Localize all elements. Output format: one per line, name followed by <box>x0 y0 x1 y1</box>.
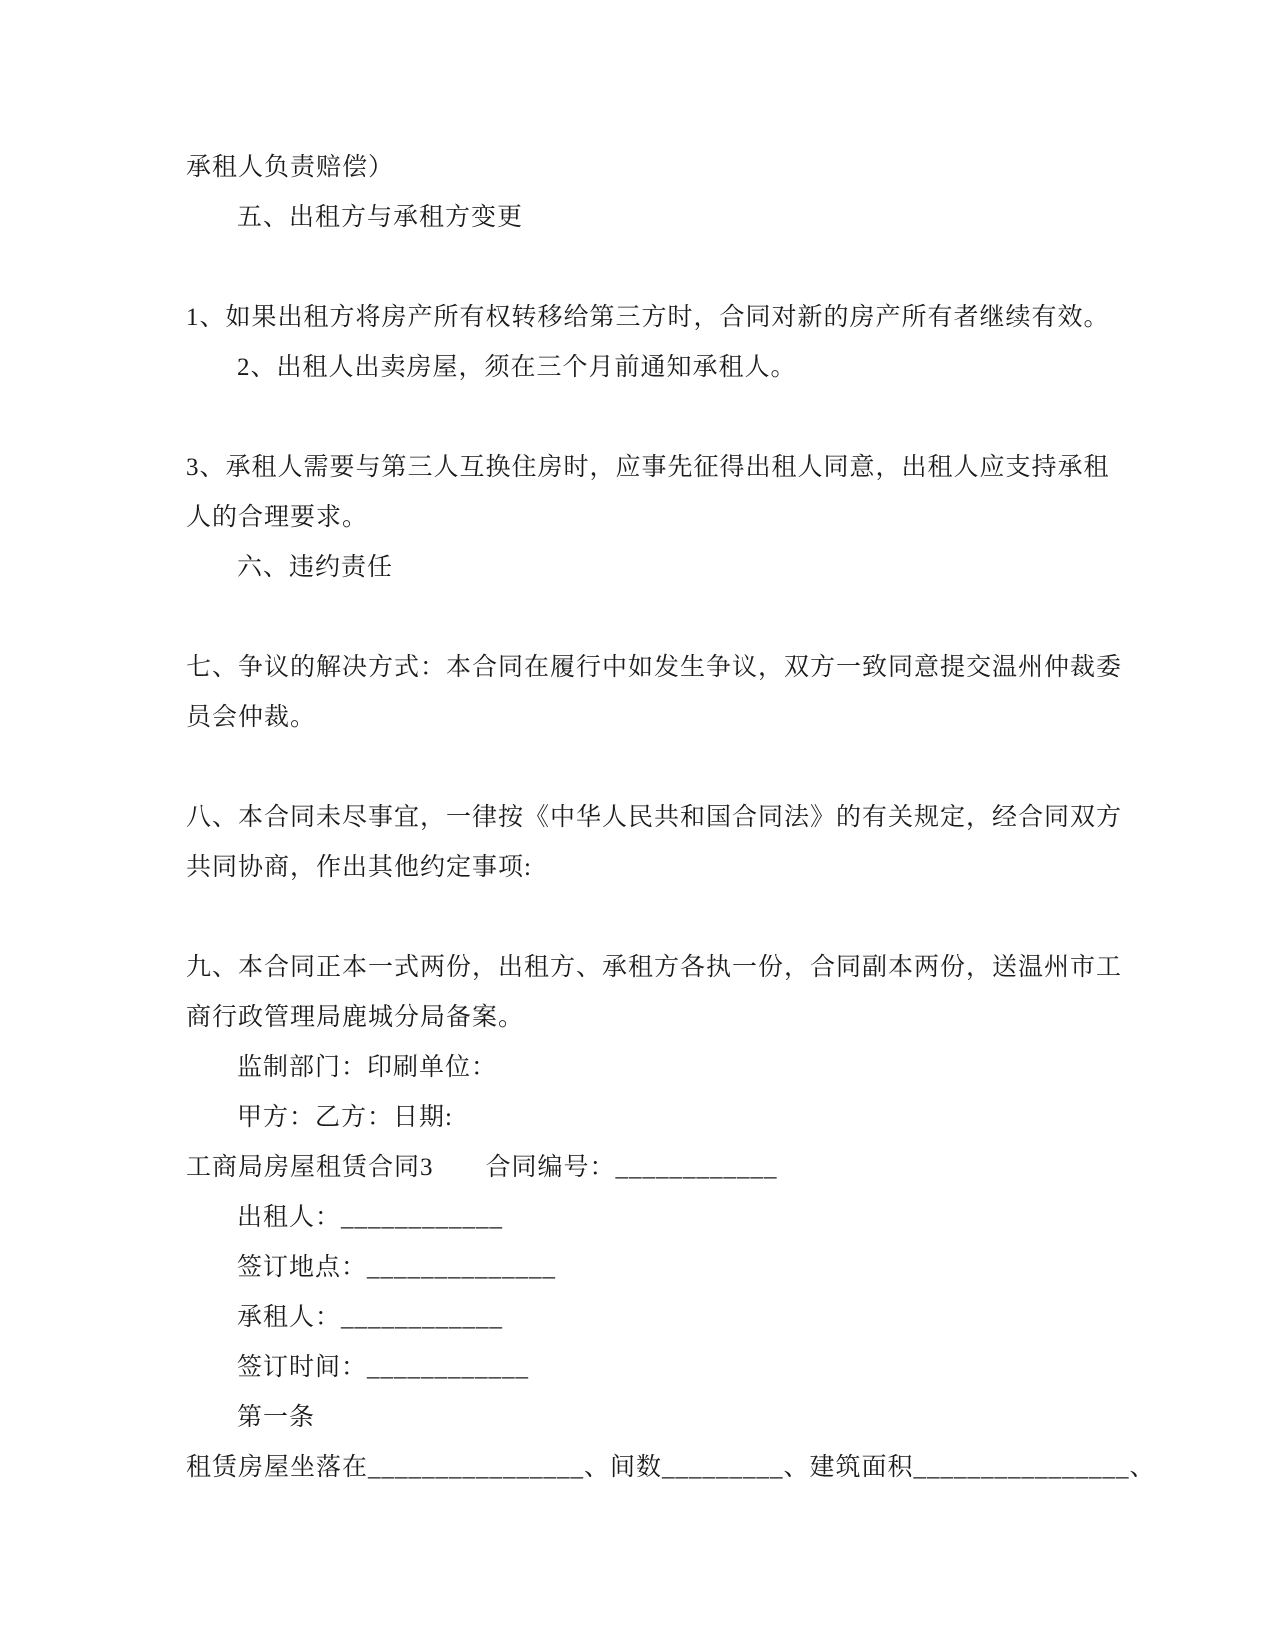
text-line: 六、违约责任 <box>237 554 394 581</box>
document-text-block <box>186 143 1156 1493</box>
text-line: 3、承租人需要与第三人互换住房时，应事先征得出租人同意，出租人应支持承租 <box>186 454 1110 481</box>
text-line: 1、如果出租方将房产所有权转移给第三方时，合同对新的房产所有者继续有效。 <box>186 304 1110 331</box>
text-line: 承租人负责赔偿） <box>186 154 395 181</box>
text-line: 2、出租人出卖房屋，须在三个月前通知承租人。 <box>237 354 797 381</box>
text-line: 甲方：乙方：日期: <box>237 1104 453 1131</box>
text-line: 七、争议的解决方式：本合同在履行中如发生争议，双方一致同意提交温州仲裁委 <box>186 654 1123 681</box>
text-line: 签订地点：______________ <box>237 1254 557 1281</box>
text-line: 第一条 <box>237 1404 316 1431</box>
text-line: 出租人：____________ <box>237 1204 504 1231</box>
text-line: 工商局房屋租赁合同3 合同编号：____________ <box>186 1154 778 1181</box>
text-line: 承租人：____________ <box>237 1304 504 1331</box>
text-line: 人的合理要求。 <box>186 504 369 531</box>
text-line: 员会仲裁。 <box>186 704 317 731</box>
text-line: 监制部门：印刷单位： <box>237 1054 498 1081</box>
text-line: 五、出租方与承租方变更 <box>237 204 524 231</box>
text-line: 商行政管理局鹿城分局备案。 <box>186 1004 525 1031</box>
text-line: 签订时间：____________ <box>237 1354 530 1381</box>
text-line: 九、本合同正本一式两份，出租方、承租方各执一份，合同副本两份，送温州市工 <box>186 954 1123 981</box>
text-line: 八、本合同未尽事宜，一律按《中华人民共和国合同法》的有关规定，经合同双方 <box>186 804 1123 831</box>
text-line: 共同协商，作出其他约定事项: <box>186 854 532 881</box>
text-line: 租赁房屋坐落在________________、间数_________、建筑面积________________、 <box>186 1454 1156 1481</box>
